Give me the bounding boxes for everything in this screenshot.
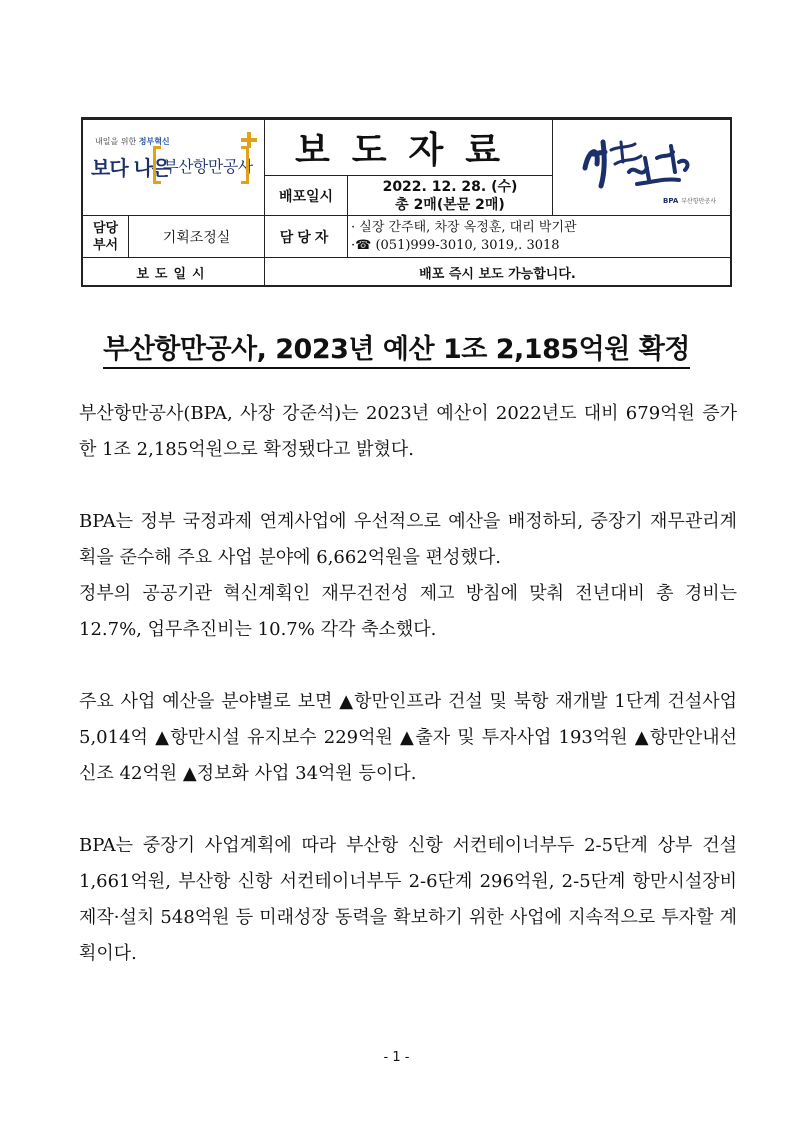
paragraph: 부산항만공사(BPA, 사장 강준석)는 2023년 예산이 2022년도 대비 679억원 증가한 1조 2,185억원으로 확정됐다고 밝혔다. <box>79 403 737 460</box>
logo-slogan-emphasis: 정부혁신 <box>138 137 170 146</box>
pages-value: 총 2매(본문 2매) <box>395 196 505 213</box>
logo-main-text: 보다 나은 <box>91 156 171 180</box>
campaign-logo-cell <box>553 120 730 216</box>
logo-org-name: 부산항만공사 <box>163 157 253 176</box>
logo-bracket-left <box>153 146 161 184</box>
dept-label-line-1: 담당 <box>92 220 119 236</box>
embargo-label: 보도일시 <box>83 258 265 286</box>
manager-value <box>348 216 730 258</box>
paragraph: BPA는 정부 국정과제 연계사업에 우선적으로 예산을 배정하되, 중장기 재무관리계획을 준수해 주요 사업 분야에 6,662억원을 편성했다. <box>79 511 737 568</box>
headline <box>0 327 793 366</box>
date-value: 2022. 12. 28. (수) <box>382 178 518 195</box>
manager-label: 담당자 <box>265 216 348 258</box>
dept-value: 기획조정실 <box>129 216 265 258</box>
paragraph: BPA는 중장기 사업계획에 따라 부산항 신항 서컨테이너부두 2-5단계 상부 건설 1,661억원, 부산항 신항 서컨테이너부두 2-6단계 296억원, 2-5단계 항만시설장비 제작·설치 548억원 등 미래성장 동력을 확보하기 위한 사업에 지속적으로 투자할 계획이다. <box>79 835 737 964</box>
paragraph: 주요 사업 예산을 분야별로 보면 ▲항만인프라 건설 및 북항 재개발 1단계 건설사업 5,014억 ▲항만시설 유지보수 229억원 ▲출자 및 투자사업 193억원 ▲항만안내선 신조 42억원 ▲정보화 사업 34억원 등이다. <box>79 691 737 784</box>
manager-phone: ·☎ (051)999-3010, 3019,. 3018 <box>351 237 560 253</box>
bpa-mark-sub: 부산항만공사 <box>681 198 717 205</box>
bpa-mark <box>663 196 716 205</box>
paragraph-gap <box>79 468 737 504</box>
article-body <box>79 396 737 972</box>
paragraph: 정부의 공공기관 혁신계획인 재무건전성 제고 방침에 맞춰 전년대비 총 경비는 12.7%, 업무추진비는 10.7% 각각 축소했다. <box>79 583 737 640</box>
release-date-value <box>348 176 553 216</box>
bpa-mark-text: BPA <box>663 197 679 205</box>
paragraph-gap <box>79 648 737 684</box>
headline-text: 부산항만공사, 2023년 예산 1조 2,185억원 확정 <box>103 334 690 369</box>
manager-names: · 실장 간주태, 차장 옥정훈, 대리 박기관 <box>351 219 577 235</box>
logo-slogan-prefix: 내일을 위한 <box>95 137 137 146</box>
page-number: - 1 - <box>383 1050 410 1065</box>
press-release-header-table <box>81 117 732 287</box>
paragraph-gap <box>79 792 737 828</box>
bpa-logo-cell <box>83 120 265 216</box>
campaign-signature-logo <box>575 128 705 198</box>
logo-bracket-right <box>241 146 249 184</box>
release-date-label: 배포일시 <box>265 176 348 216</box>
dept-label <box>83 216 129 258</box>
embargo-value: 배포 즉시 보도 가능합니다. <box>419 266 576 282</box>
plus-icon <box>241 132 257 148</box>
document-title: 보도자료 <box>265 120 553 176</box>
dept-label-line-2: 부서 <box>92 237 119 253</box>
